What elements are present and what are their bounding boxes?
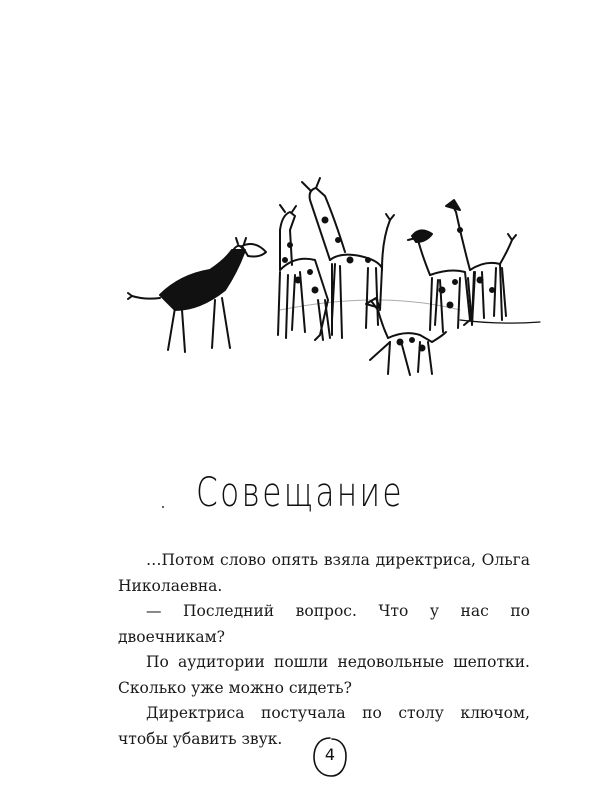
black-giraffe	[128, 238, 266, 352]
paragraph: По аудитории пошли недовольные шепотки. Сколько уже можно сидеть?	[118, 653, 530, 697]
paragraph: …Потом слово опять взяла директриса, Ольга Николаевна.	[118, 551, 530, 595]
giraffes-illustration	[120, 160, 560, 400]
giraffe-tall-2	[302, 178, 394, 338]
chapter-body	[118, 548, 530, 752]
baby-giraffe	[366, 298, 446, 375]
giraffe-with-hat	[408, 230, 472, 332]
print-speck	[162, 506, 164, 508]
chapter-title: Совещание	[196, 470, 404, 516]
giraffe-tall-1	[278, 205, 330, 340]
giraffe-tall-3	[446, 200, 516, 325]
page-number-value: 4	[324, 745, 336, 764]
page-number	[311, 735, 349, 779]
paragraph: — Последний вопрос. Что у нас по двоечникам?	[118, 602, 530, 646]
paragraph: Директриса постучала по столу ключом, чтобы убавить звук.	[118, 704, 530, 748]
